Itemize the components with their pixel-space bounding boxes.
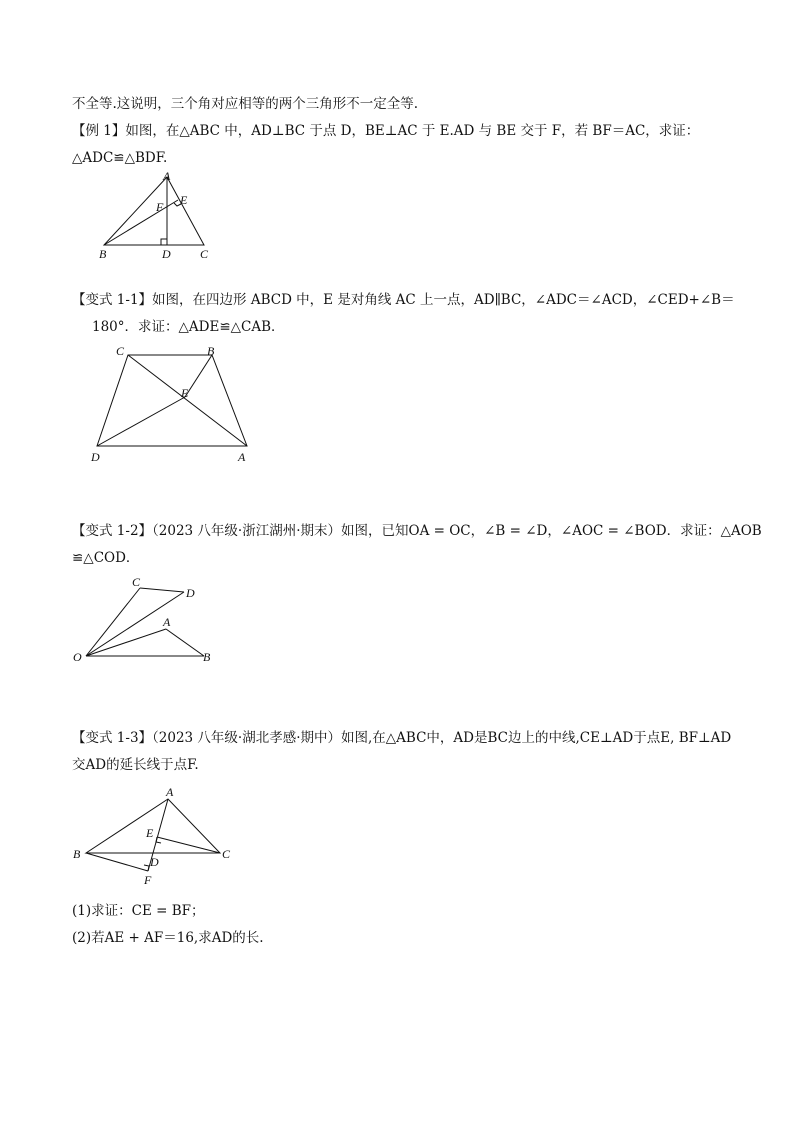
figure-variant-1-3: [70, 782, 245, 894]
variant-1-1-question: 【变式 1-1】如图，在四边形 ABCD 中，E 是对角线 AC 上一点，AD∥BC，∠ADC＝∠ACD，∠CED+∠B＝: [72, 292, 735, 308]
variant-1-3-condition: 交AD的延长线于点F.: [72, 757, 199, 773]
segment-oa: [86, 629, 166, 656]
label-b: B: [99, 247, 107, 261]
label-o: O: [73, 650, 82, 664]
label-a: A: [166, 785, 174, 799]
triangle-abc: [104, 177, 204, 245]
label-b: B: [203, 650, 211, 664]
intro-text: 不全等.这说明，三个角对应相等的两个三角形不一定全等.: [72, 96, 419, 112]
variant-1-2-conclusion: ≌△COD．: [72, 550, 140, 566]
segment-oc: [86, 588, 140, 656]
example-1-question: 【例 1】如图，在△ABC 中，AD⊥BC 于点 D，BE⊥AC 于 E.AD 与 BE 交于 F，若 BF＝AC，求证：: [72, 123, 700, 139]
quadrilateral-abcd: [97, 355, 247, 446]
sub-question-2: (2)若AE + AF＝16,求AD的长.: [72, 930, 264, 946]
label-d: D: [91, 450, 100, 464]
label-f: F: [144, 873, 152, 887]
label-b: B: [73, 847, 81, 861]
segment-cd: [140, 588, 184, 592]
label-e: E: [180, 193, 188, 207]
label-d: D: [150, 855, 159, 869]
figure-variant-1-2: [70, 572, 230, 667]
sub-question-1: (1)求证：CE = BF；: [72, 903, 205, 919]
segment-de: [97, 397, 185, 446]
segment-ab: [166, 629, 204, 656]
label-b: B: [207, 344, 215, 358]
figure-example-1: [90, 168, 220, 263]
label-c: C: [200, 247, 209, 261]
variant-1-3-question: 【变式 1-3】（2023 八年级·湖北孝感·期中）如图,在△ABC中，AD是BC边上的中线,CE⊥AD于点E, BF⊥AD: [72, 730, 732, 746]
label-a: A: [163, 169, 171, 183]
segment-ce: [157, 837, 220, 853]
label-a: A: [238, 450, 246, 464]
right-angle-mark-d: [161, 239, 167, 245]
label-c: C: [222, 847, 231, 861]
label-c: C: [116, 344, 125, 358]
variant-1-1-conclusion: 180°．求证：△ADE≌△CAB．: [92, 319, 285, 335]
label-f: F: [156, 200, 164, 214]
label-e: E: [146, 826, 154, 840]
label-a: A: [163, 615, 171, 629]
label-c: C: [132, 575, 141, 589]
label-d: D: [162, 247, 171, 261]
example-1-conclusion: △ADC≌△BDF.: [72, 150, 168, 166]
label-e: E: [181, 386, 189, 400]
segment-bf: [86, 853, 148, 871]
figure-variant-1-1: [85, 340, 260, 470]
segment-eb: [185, 355, 212, 397]
label-d: D: [186, 586, 195, 600]
variant-1-2-question: 【变式 1-2】（2023 八年级·浙江湖州·期末）如图，已知OA = OC，∠B = ∠D，∠AOC = ∠BOD．求证：△AOB: [72, 523, 762, 539]
